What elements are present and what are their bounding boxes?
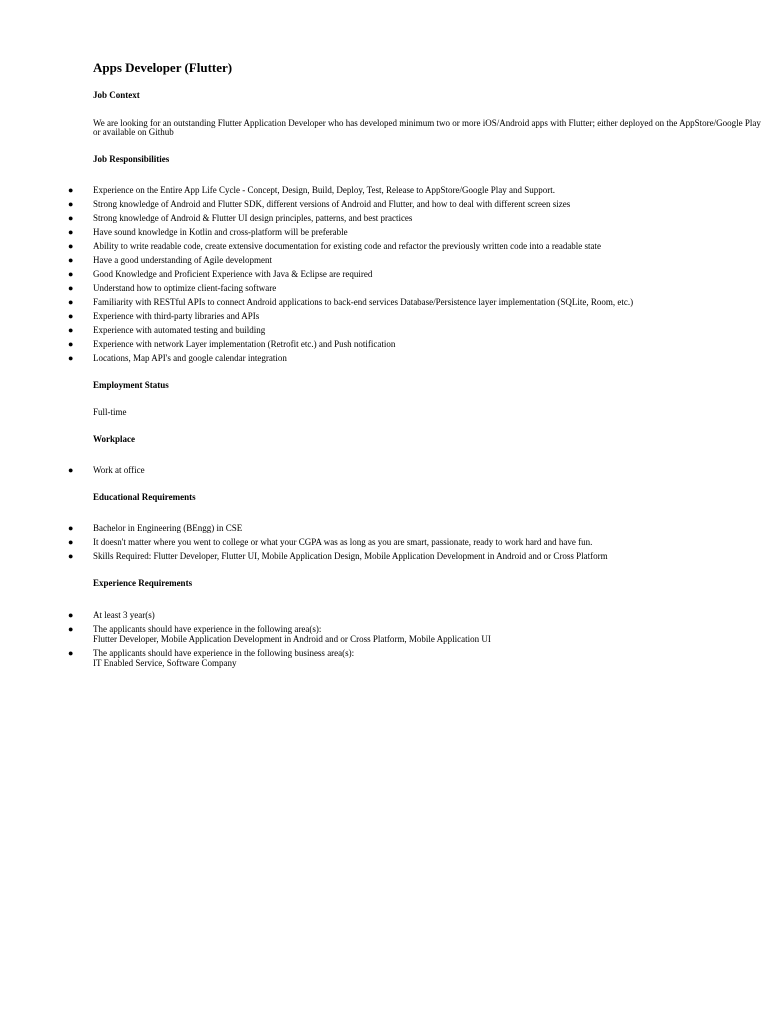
bullet-icon: ● [68, 297, 74, 307]
job-responsibilities-heading: Job Responsibilities [93, 154, 170, 164]
list-item-text: Have sound knowledge in Kotlin and cross-platform will be preferable [93, 227, 348, 237]
business-areas-label: The applicants should have experience in the following business area(s): [93, 648, 355, 658]
job-context-line-1: We are looking for an outstanding Flutter Application Developer who has developed minimum two or more iOS/Android apps with Flutter; either deployed on the AppStore/Google Play [93, 118, 761, 128]
list-item-text: Work at office [93, 465, 145, 475]
educational-requirements-heading: Educational Requirements [93, 492, 196, 502]
job-title: Apps Developer (Flutter) [93, 60, 233, 75]
bullet-icon: ● [68, 325, 74, 335]
bullet-icon: ● [68, 648, 74, 658]
list-item-text: Experience on the Entire App Life Cycle - Concept, Design, Build, Deploy, Test, Release to AppStore/Google Play and Support. [93, 185, 556, 195]
list-item [0, 537, 608, 547]
list-item-text: Strong knowledge of Android and Flutter SDK, different versions of Android and Flutter, and how to deal with different screen sizes [93, 199, 571, 209]
list-item [0, 523, 608, 533]
list-item [0, 255, 633, 265]
list-item [0, 648, 491, 668]
list-item [0, 269, 633, 279]
list-item-text: Ability to write readable code, create extensive documentation for existing code and refactor the previously written code into a readable state [93, 241, 602, 251]
bullet-icon: ● [68, 353, 74, 363]
bullet-icon: ● [68, 185, 74, 195]
list-item-text: Bachelor in Engineering (BEngg) in CSE [93, 523, 243, 533]
bullet-icon: ● [68, 339, 74, 349]
experience-areas-value: Flutter Developer, Mobile Application Development in Android and or Cross Platform, Mobile Application UI [93, 634, 491, 644]
experience-requirements-heading: Experience Requirements [93, 578, 193, 588]
list-item-text: Familiarity with RESTful APIs to connect Android applications to back-end services Database/Persistence layer implementation (SQLite, Room, etc.) [93, 297, 634, 307]
experience-years: At least 3 year(s) [93, 610, 155, 620]
list-item [0, 199, 633, 209]
list-item [0, 283, 633, 293]
bullet-icon: ● [68, 241, 74, 251]
list-item-text: Experience with automated testing and building [93, 325, 266, 335]
bullet-icon: ● [68, 465, 74, 475]
list-item [0, 311, 633, 321]
list-item-text: Experience with network Layer implementation (Retrofit etc.) and Push notification [93, 339, 396, 349]
bullet-icon: ● [68, 255, 74, 265]
list-item [0, 297, 633, 307]
bullet-icon: ● [68, 610, 74, 620]
list-item-text: It doesn't matter where you went to college or what your CGPA was as long as you are smart, passionate, ready to work hard and have fun. [93, 537, 593, 547]
list-item-text: Locations, Map API's and google calendar integration [93, 353, 287, 363]
list-item [0, 325, 633, 335]
business-areas-value: IT Enabled Service, Software Company [93, 658, 237, 668]
bullet-icon: ● [68, 199, 74, 209]
list-item [0, 241, 633, 251]
list-item [0, 624, 491, 644]
employment-status-value: Full-time [93, 407, 127, 417]
bullet-icon: ● [68, 283, 74, 293]
job-context-heading: Job Context [93, 90, 140, 100]
bullet-icon: ● [68, 311, 74, 321]
list-item-text: Experience with third-party libraries and APIs [93, 311, 260, 321]
bullet-icon: ● [68, 227, 74, 237]
workplace-list [0, 465, 145, 479]
list-item-text: Skills Required: Flutter Developer, Flutter UI, Mobile Application Design, Mobile Application Development in Android and or Cross Platform [93, 551, 608, 561]
list-item [0, 213, 633, 223]
bullet-icon: ● [68, 537, 74, 547]
list-item-text: Good Knowledge and Proficient Experience with Java & Eclipse are required [93, 269, 373, 279]
employment-status-heading: Employment Status [93, 380, 169, 390]
list-item [0, 610, 491, 620]
workplace-heading: Workplace [93, 434, 135, 444]
list-item-text: Strong knowledge of Android & Flutter UI design principles, patterns, and best practices [93, 213, 413, 223]
list-item [0, 551, 608, 561]
list-item [0, 353, 633, 363]
list-item-text: Have a good understanding of Agile development [93, 255, 272, 265]
job-context-line-2: or available on Github [93, 127, 174, 137]
bullet-icon: ● [68, 551, 74, 561]
educational-requirements-list [0, 523, 608, 565]
bullet-icon: ● [68, 523, 74, 533]
list-item [0, 465, 145, 475]
list-item [0, 227, 633, 237]
experience-areas-label: The applicants should have experience in the following area(s): [93, 624, 322, 634]
experience-requirements-list [0, 610, 491, 672]
list-item [0, 339, 633, 349]
bullet-icon: ● [68, 269, 74, 279]
bullet-icon: ● [68, 624, 74, 634]
bullet-icon: ● [68, 213, 74, 223]
job-responsibilities-list [0, 185, 633, 367]
list-item-text: Understand how to optimize client-facing software [93, 283, 277, 293]
list-item [0, 185, 633, 195]
